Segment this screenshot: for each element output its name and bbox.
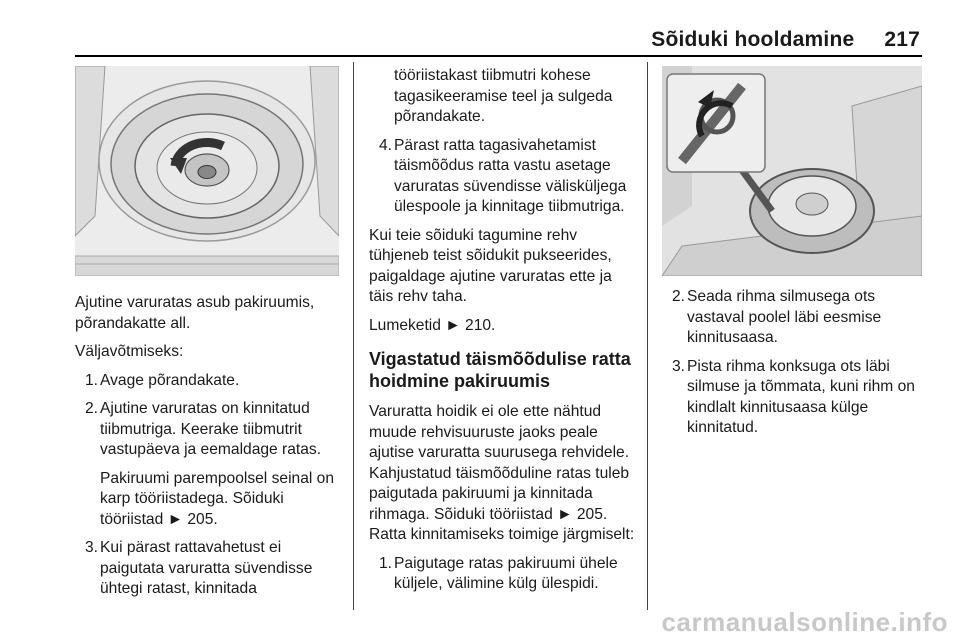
right-column (662, 287, 930, 447)
list-item (662, 357, 930, 439)
snow-chains-reference: Lumeketid ► 210. (369, 316, 496, 334)
step-text: Seada rihma silmusega ots vastaval poolel läbi eesmise kinnitusaasa. (687, 288, 882, 346)
list-item (75, 538, 343, 600)
strap-steps (662, 287, 930, 439)
step-number: 1. (379, 554, 393, 572)
step-number: 2. (85, 400, 99, 417)
column-divider-right (647, 62, 648, 610)
step-text: Kui pärast rattavahetust ei paigutata varuratta süvendisse ühtegi ratast, kinnitada (100, 539, 313, 597)
step-number: 4. (379, 136, 393, 154)
step-text: Pärast ratta tagasivahetamist täismõõdus ratta vastu asetage varuratas süvendisse välisküljega ülespoole ja kinnitage tiibmutriga. (394, 136, 627, 215)
page-header (651, 28, 920, 52)
middle-column (369, 66, 637, 603)
list-item (369, 554, 637, 595)
strapped-wheel-illustration (662, 66, 922, 276)
step-four-list (369, 136, 637, 218)
step-text: Avage põrandakate. (100, 371, 240, 389)
step-text: Ajutine varuratas on kinnitatud tiibmutriga. Keerake tiibmutrit vastupäeva ja eemaldage ratas. (100, 400, 322, 458)
list-item (662, 287, 930, 349)
step-number: 1. (85, 371, 99, 389)
towing-paragraph: Kui teie sõiduki tagumine rehv tühjeneb teist sõidukit pukseerides, paigaldage ajutine varuratas ette ja täis rehv taha. (369, 226, 612, 305)
page-number: 217 (884, 28, 920, 51)
storage-paragraph: Varuratta hoidik ei ole ette nähtud muude rehvisuuruste jaoks peale ajutise varuratta suurusega rehvidele. Kahjustatud täismõõduline ratas tuleb paigutada pakiruumi ja kinnitada rihmaga. Sõiduki tööriistad ► 205. Ratta kinnitamiseks toimige järgmiselt: (369, 403, 635, 543)
step-note: Pakiruumi parempoolsel seinal on karp tööriistadega. Sõiduki tööriistad ► 205. (100, 469, 335, 528)
watermark-text: carmanualsonline.info (661, 607, 948, 637)
step-text: Paigutage ratas pakiruumi ühele küljele, välimine külg ülespidi. (394, 554, 618, 592)
left-column (75, 293, 343, 608)
list-item (75, 399, 343, 530)
storage-steps (369, 554, 637, 595)
removal-steps (75, 371, 343, 600)
step-text: Pista rihma konksuga ots läbi silmuse ja tõmmata, kuni rihm on kindlalt kinnitusaasa külge kinnitatud. (687, 357, 915, 436)
list-item (369, 136, 637, 218)
header-rule (75, 55, 922, 57)
removal-heading: Väljavõtmiseks: (75, 343, 184, 360)
step-number: 2. (672, 288, 686, 305)
intro-paragraph: Ajutine varuratas asub pakiruumis, põrandakatte all. (75, 294, 315, 332)
continuation-text: tööriistakast tiibmutri kohese tagasikeeramise teel ja sulgeda põrandakate. (394, 67, 613, 125)
section-heading: Vigastatud täismõõdulise ratta hoidmine pakiruumis (369, 349, 631, 391)
section-title: Sõiduki hooldamine (651, 28, 855, 51)
step-number: 3. (85, 539, 99, 556)
column-divider-left (353, 62, 354, 610)
spare-wheel-well-illustration (75, 66, 339, 276)
list-item (75, 371, 343, 392)
step-number: 3. (672, 357, 686, 375)
